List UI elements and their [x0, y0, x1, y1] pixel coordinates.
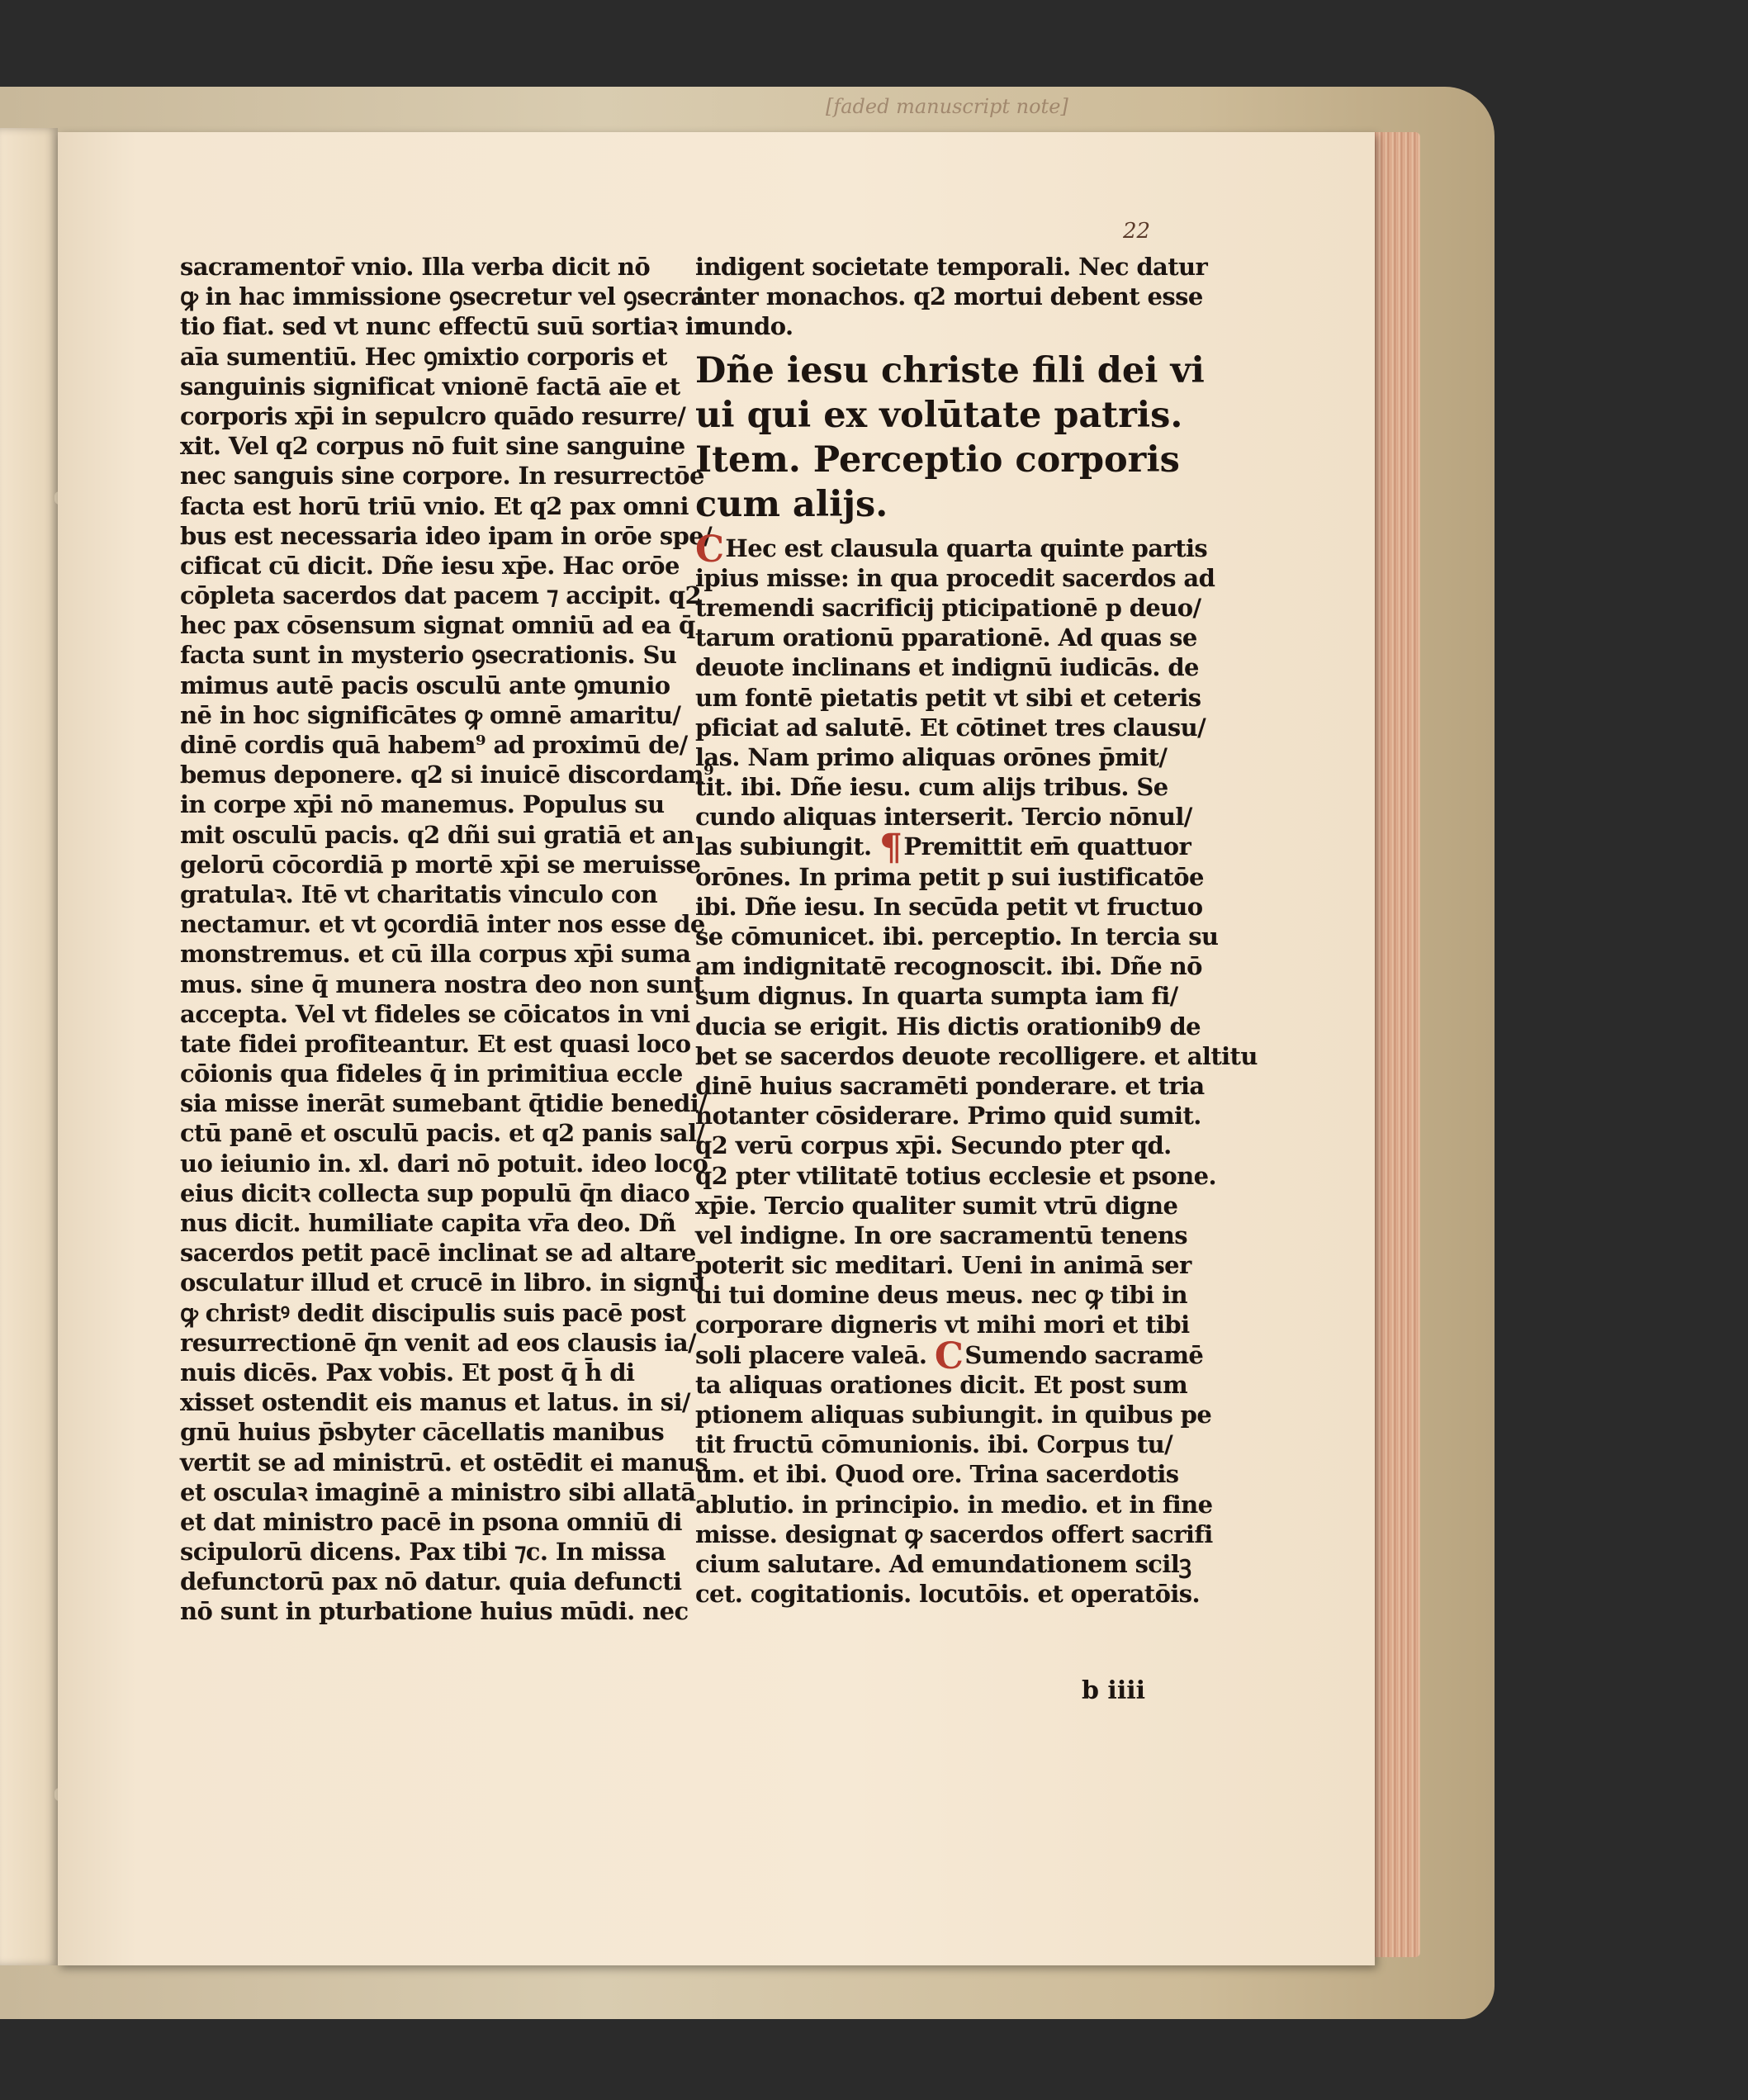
text-line-content: notanter cōsiderare. Primo quid sumit.	[695, 1102, 1201, 1131]
text-line	[695, 652, 1199, 682]
text-line	[695, 1221, 1191, 1250]
text-line: dinē cordis quā habem⁹ ad proximū de/	[180, 731, 688, 759]
text-line-content: xp̄ie. Tercio qualiter sumit vtrū digne	[695, 1191, 1178, 1220]
text-line	[695, 1131, 1191, 1160]
text-line	[695, 1490, 1213, 1519]
text-line-content: ablutio. in principio. in medio. et in fine	[695, 1490, 1213, 1519]
text-line: nec sanguis sine corpore. In resurrectōe	[180, 462, 704, 491]
text-line: xit. Vel q2 corpus nō fuit sine sanguine	[180, 432, 685, 461]
text-line	[695, 1519, 1213, 1549]
text-line	[695, 593, 1201, 623]
text-line-content: um. et ibi. Quod ore. Trina sacerdotis	[695, 1460, 1179, 1489]
folio-number: 22	[1123, 219, 1151, 244]
text-line: sacerdos petit pacē inclinat se ad altare	[180, 1239, 696, 1268]
text-line	[934, 1334, 1204, 1377]
text-line	[695, 772, 1191, 802]
text-line	[695, 1101, 1201, 1131]
paragraph-mark: ¶	[879, 827, 902, 870]
text-line	[695, 1579, 1200, 1609]
text-line-content: ptionem aliquas subiungit. in quibus pe	[695, 1401, 1212, 1429]
rubric-initial: C	[934, 1334, 964, 1377]
text-line-content: Premittit em̄ quattuor	[903, 832, 1191, 861]
text-line-content: ta aliquas orationes dicit. Et post sum	[695, 1370, 1188, 1399]
text-line: scipulorū dicens. Pax tibi ⁊c. In missa	[180, 1538, 666, 1567]
text-line-content: tarum orationū pparationē. Ad quas se	[695, 623, 1197, 652]
left-page-edge	[0, 128, 58, 1965]
text-line	[695, 922, 1219, 951]
right-column-top	[695, 252, 1208, 342]
text-line-content: pficiat ad salutē. Et cōtinet tres clausu/	[695, 713, 1206, 742]
text-line: ui qui ex volūtate patris.	[695, 394, 1183, 436]
text-line-content: dinē huius sacramēti ponderare. et tria	[695, 1071, 1205, 1100]
text-line: Item. Perceptio corporis	[695, 438, 1180, 481]
text-line: eius dicitꝛ collecta sup populū q̄n diaco	[180, 1178, 690, 1207]
text-line: tio fiat. sed vt nunc effectū suū sortiaꝛ in	[180, 312, 711, 341]
text-line-content: Hec est clausula quarta quinte partis	[725, 533, 1208, 562]
text-line: cōpleta sacerdos dat pacem ⁊ accipit. q2	[180, 581, 702, 610]
text-line-content: q2 pter vtilitatē totius ecclesie et psone.	[695, 1161, 1216, 1190]
text-line: vertit se ad ministrū. et ostēdit ei manus	[180, 1448, 708, 1477]
text-line: ctū panē et osculū pacis. et q2 panis sal/	[180, 1119, 705, 1148]
text-line	[695, 1071, 1205, 1101]
text-line-content: um fontē pietatis petit vt sibi et ceteris	[695, 683, 1201, 712]
text-line-content: sum dignus. In quarta sumpta iam fi/	[695, 982, 1178, 1011]
text-line: inter monachos. q2 mortui debent esse	[695, 282, 1203, 311]
text-line	[879, 827, 1191, 870]
text-line	[695, 1250, 1191, 1280]
text-line: mus. sine q̄ munera nostra deo non sunt	[180, 969, 704, 998]
page-edges	[1371, 132, 1420, 1957]
text-line	[695, 1429, 1191, 1459]
text-line: nectamur. et vt ꝯcordiā inter nos esse de	[180, 910, 705, 939]
text-line	[695, 981, 1191, 1011]
text-line: defunctorū pax nō datur. quia defuncti	[180, 1567, 682, 1596]
text-line	[695, 951, 1202, 981]
text-line: ꝙ in hac immissione ꝯsecretur vel ꝯsecra	[180, 282, 706, 311]
text-line-content: ui tui domine deus meus. nec ꝙ tibi in	[695, 1281, 1187, 1310]
text-line	[695, 862, 1204, 892]
text-line-content: ducia se erigit. His dictis orationib9 de	[695, 1012, 1201, 1041]
text-line: tate fidei profiteantur. Et est quasi loco	[180, 1029, 691, 1058]
text-line: bus est necessaria ideo ipam in orōe spe/	[180, 521, 713, 550]
text-line-content: am indignitatē recognoscit. ibi. Dñe nō	[695, 952, 1202, 981]
text-line: aīa sumentiū. Hec ꝯmixtio corporis et	[180, 342, 667, 371]
text-line: in corpe xp̄i nō manemus. Populus su	[180, 790, 665, 819]
text-line: cōionis qua fideles q̄ in primitiua eccle	[180, 1059, 683, 1088]
text-line: resurrectionē q̄n venit ad eos clausis ia/	[180, 1328, 697, 1357]
text-line: monstremus. et cū illa corpus xp̄i suma	[180, 940, 691, 969]
text-line: mundo.	[695, 312, 793, 341]
text-line: sia misse inerāt sumebant q̄tidie benedi/	[180, 1089, 708, 1118]
text-line-content: poterit sic meditari. Ueni in animā ser	[695, 1251, 1191, 1280]
text-line: et osculaꝛ imaginē a ministro sibi allatā	[180, 1477, 696, 1506]
section-heading	[695, 348, 1205, 527]
text-line-content: las. Nam primo aliquas orōnes p̄mit/	[695, 742, 1168, 771]
text-line-content: ibi. Dñe iesu. In secūda petit vt fructuo	[695, 892, 1203, 921]
text-line: cum alijs.	[695, 483, 888, 525]
text-line: nuis dicēs. Pax vobis. Et post q̄ h̄ di	[180, 1358, 635, 1387]
text-line: ꝙ christꝰ dedit discipulis suis pacē post	[180, 1298, 686, 1327]
right-text-column	[695, 252, 1258, 1609]
text-line: Dñe iesu christe fili dei vi	[695, 349, 1205, 391]
text-line	[695, 1280, 1191, 1310]
text-line-content: orōnes. In prima petit p sui iustificatōe	[695, 862, 1204, 891]
text-line: facta sunt in mysterio ꝯsecrationis. Su	[180, 641, 677, 670]
text-line-content: q2 verū corpus xp̄i. Secundo pter qd.	[695, 1131, 1172, 1160]
text-line: nō sunt in pturbatione huius mūdi. nec	[180, 1597, 689, 1626]
text-line-content: bet se sacerdos deuote recolligere. et altitu	[695, 1041, 1258, 1070]
text-line: sacramentor̄ vnio. Illa verba dicit nō	[180, 253, 651, 281]
text-line: et dat ministro pacē in psona omniū di	[180, 1507, 682, 1536]
text-line: gratulaꝛ. Itē vt charitatis vinculo con	[180, 879, 658, 908]
text-line	[695, 1012, 1201, 1041]
text-line: xisset ostendit eis manus et latus. in si/	[180, 1388, 690, 1417]
text-line: accepta. Vel vt fideles se cōicatos in vni	[180, 999, 690, 1028]
text-line	[695, 713, 1206, 742]
text-line: hec pax cōsensum signat omniū ad ea q̄	[180, 611, 695, 640]
text-line-content: cium salutare. Ad emundationem scilꝫ	[695, 1549, 1191, 1578]
rubric-initial: C	[695, 528, 724, 571]
text-line-content: las subiungit.	[695, 832, 872, 861]
text-line: corporis xp̄i in sepulcro quādo resurre/	[180, 401, 686, 430]
text-line-content: ipius misse: in qua procedit sacerdos ad	[695, 563, 1215, 592]
text-line: indigent societate temporali. Nec datur	[695, 253, 1208, 281]
text-line: nus dicit. humiliate capita vr̄a deo. Dñ	[180, 1209, 676, 1237]
text-line	[695, 1191, 1191, 1221]
text-line	[695, 563, 1215, 593]
margin-note: [faded manuscript note]	[826, 95, 1068, 118]
text-line-content: deuote inclinans et indignū iudicās. de	[695, 653, 1199, 682]
text-line	[695, 1370, 1191, 1400]
right-column-body	[695, 528, 1258, 1609]
text-line-content: cet. cogitationis. locutōis. et operatōis.	[695, 1580, 1200, 1609]
text-line	[695, 1459, 1191, 1489]
text-line: gnū huius p̄sbyter cācellatis manibus	[180, 1418, 665, 1447]
text-line	[695, 802, 1191, 832]
text-line-content: cundo aliquas interserit. Tercio nōnul/	[695, 803, 1192, 832]
text-line	[695, 742, 1191, 772]
text-line	[695, 1549, 1191, 1579]
text-line: sanguinis significat vnionē factā aīe et	[180, 372, 680, 401]
text-line: bemus deponere. q2 si inuicē discordam⁹	[180, 761, 714, 789]
text-line: facta est horū triū vnio. Et q2 pax omni	[180, 491, 689, 520]
text-line	[695, 1400, 1212, 1429]
text-line-content: misse. designat ꝙ sacerdos offert sacrifi	[695, 1519, 1213, 1548]
text-line	[695, 683, 1201, 713]
text-line-content: tit. ibi. Dñe iesu. cum alijs tribus. Se	[695, 773, 1168, 802]
text-line	[695, 1334, 1204, 1377]
text-line	[695, 1041, 1258, 1071]
text-line: osculatur illud et crucē in libro. in signū	[180, 1268, 705, 1297]
text-line	[695, 892, 1203, 922]
text-line	[695, 623, 1197, 652]
text-line	[695, 528, 1208, 571]
text-line: cificat cū dicit. Dñe iesu xp̄e. Hac orōe	[180, 551, 680, 580]
text-line	[695, 1161, 1216, 1191]
text-line: mit osculū pacis. q2 dñi sui gratiā et an	[180, 820, 694, 849]
text-line: mimus autē pacis osculū ante ꝯmunio	[180, 671, 670, 699]
left-text-column	[180, 252, 714, 1627]
text-line-content: Sumendo sacramē	[964, 1340, 1204, 1369]
text-line-content: tremendi sacrificij pticipationē p deuo/	[695, 593, 1201, 622]
text-line-content: se cōmunicet. ibi. perceptio. In tercia su	[695, 922, 1219, 950]
signature-mark: b iiii	[1082, 1676, 1146, 1705]
text-line-content: tit fructū cōmunionis. ibi. Corpus tu/	[695, 1430, 1173, 1459]
text-line-content: corporare digneris vt mihi mori et tibi	[695, 1311, 1190, 1339]
text-line	[695, 827, 1191, 870]
text-line: gelorū cōcordiā p mortē xp̄i se meruisse	[180, 850, 701, 879]
text-line: nē in hoc significātes ꝙ omnē amaritu/	[180, 700, 681, 729]
text-line-content: vel indigne. In ore sacramentū tenens	[695, 1221, 1187, 1249]
text-line-content: soli placere valeā.	[695, 1340, 927, 1369]
text-line: uo ieiunio in. xl. dari nō potuit. ideo loco	[180, 1149, 708, 1178]
